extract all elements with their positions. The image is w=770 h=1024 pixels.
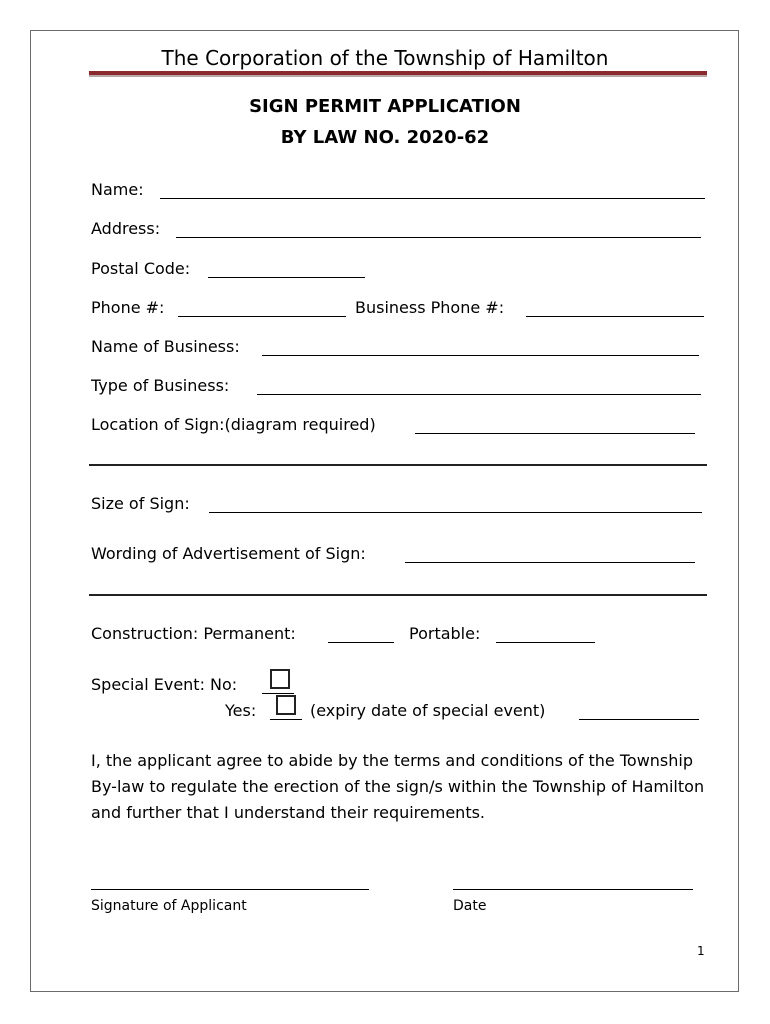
special-event-no-checkbox[interactable] [270,669,290,689]
business-name-label: Name of Business: [91,337,240,356]
portable-field[interactable] [496,642,595,643]
address-field[interactable] [176,237,701,238]
organization-header: The Corporation of the Township of Hamilton [161,46,609,70]
business-phone-field[interactable] [526,316,704,317]
bylaw-number: BY LAW NO. 2020-62 [280,127,490,148]
signature-label: Signature of Applicant [91,898,247,914]
no-underline [262,693,294,694]
section-divider [89,464,707,466]
construction-permanent-label: Construction: Permanent: [91,624,296,643]
date-label: Date [453,898,487,914]
business-type-label: Type of Business: [91,376,230,395]
sign-wording-field[interactable] [405,562,695,563]
postal-code-field[interactable] [208,277,365,278]
phone-field[interactable] [178,316,346,317]
name-field[interactable] [160,198,705,199]
sign-location-field[interactable] [415,433,695,434]
sign-size-field[interactable] [209,512,702,513]
business-type-field[interactable] [257,394,701,395]
sign-size-label: Size of Sign: [91,494,190,513]
name-label: Name: [91,180,144,199]
page-number: 1 [697,944,705,958]
special-event-no-label: Special Event: No: [91,675,238,694]
permanent-field[interactable] [328,642,394,643]
phone-label: Phone #: [91,298,165,317]
construction-portable-label: Portable: [409,624,481,643]
header-rule-shadow [89,75,707,77]
business-name-field[interactable] [262,355,699,356]
form-title: SIGN PERMIT APPLICATION [249,96,521,117]
special-event-yes-checkbox[interactable] [276,695,296,715]
business-phone-label: Business Phone #: [355,298,505,317]
address-label: Address: [91,219,161,238]
special-event-yes-label: Yes: [225,701,257,720]
expiry-note: (expiry date of special event) [310,701,546,720]
yes-underline [270,719,302,720]
signature-field[interactable] [91,889,369,890]
sign-wording-label: Wording of Advertisement of Sign: [91,544,366,563]
expiry-date-field[interactable] [579,719,699,720]
postal-code-label: Postal Code: [91,259,191,278]
sign-location-label: Location of Sign:(diagram required) [91,415,376,434]
agreement-text: I, the applicant agree to abide by the terms and conditions of the Township By-law to regulate the erection of the sign/s within the Township of Hamilton and further that I understand their requirements. [91,751,705,822]
section-divider [89,594,707,596]
date-field[interactable] [453,889,693,890]
